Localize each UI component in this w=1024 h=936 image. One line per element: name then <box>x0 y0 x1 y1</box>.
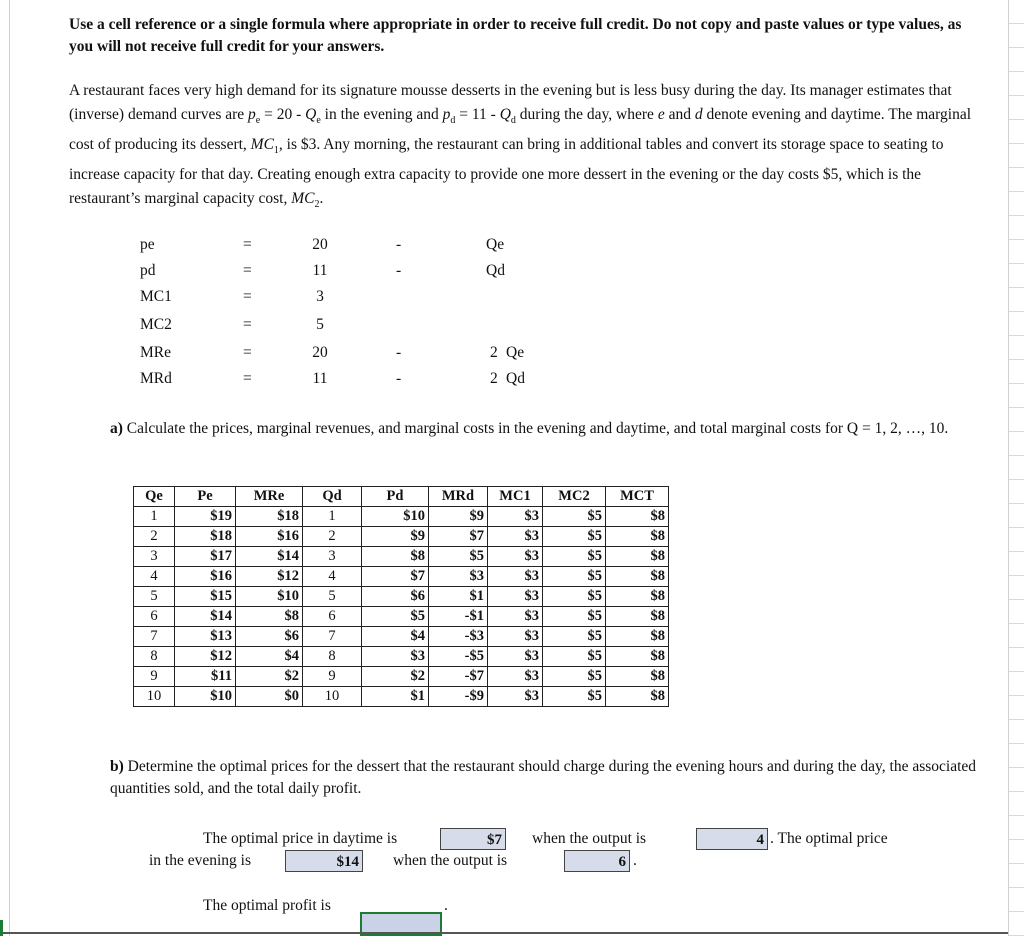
table-cell[interactable]: -$7 <box>429 667 488 687</box>
selection-marker <box>0 920 3 936</box>
sheet-grid-edge <box>1008 0 1024 936</box>
table-cell[interactable]: $16 <box>175 567 236 587</box>
part-b-label: b) <box>110 758 124 775</box>
table-cell[interactable]: $8 <box>606 547 669 567</box>
table-cell[interactable]: $1 <box>362 687 429 707</box>
evening-price-label: in the evening is <box>149 852 252 869</box>
table-row <box>134 647 669 667</box>
param-value[interactable]: 11 <box>312 370 328 387</box>
col-header: MRd <box>429 487 488 507</box>
table-cell[interactable]: 9 <box>134 667 175 687</box>
table-cell[interactable]: $8 <box>362 547 429 567</box>
table-cell[interactable]: 5 <box>134 587 175 607</box>
col-header: Pe <box>175 487 236 507</box>
param-value[interactable]: 3 <box>316 288 324 305</box>
day-price-cell[interactable]: $7 <box>440 828 506 850</box>
table-cell[interactable]: 2 <box>303 527 362 547</box>
profit-label: The optimal profit is <box>203 897 331 914</box>
param-label: pe <box>140 236 155 253</box>
table-cell[interactable]: 7 <box>134 627 175 647</box>
table-cell[interactable]: $3 <box>488 627 543 647</box>
table-cell[interactable]: $10 <box>236 587 303 607</box>
part-a-text: Calculate the prices, marginal revenues, and marginal costs in the evening and daytime, and total marginal costs for Q = 1, 2, …, 10. <box>126 420 949 437</box>
table-row <box>134 627 669 647</box>
param-value[interactable]: 20 <box>312 344 328 361</box>
table-cell[interactable]: 10 <box>134 687 175 707</box>
table-cell[interactable]: $5 <box>429 547 488 567</box>
table-cell[interactable]: 6 <box>303 607 362 627</box>
table-cell[interactable]: $5 <box>543 587 606 607</box>
table-cell[interactable]: $10 <box>362 507 429 527</box>
table-cell[interactable]: $8 <box>606 647 669 667</box>
table-cell[interactable]: -$9 <box>429 687 488 707</box>
param-value[interactable]: 20 <box>312 236 328 253</box>
table-cell[interactable]: $2 <box>236 667 303 687</box>
table-cell[interactable]: $3 <box>488 547 543 567</box>
col-header: MC1 <box>488 487 543 507</box>
table-cell[interactable]: $8 <box>606 667 669 687</box>
table-cell[interactable]: $5 <box>543 567 606 587</box>
table-cell[interactable]: $3 <box>488 587 543 607</box>
day-output-label: when the output is <box>532 830 647 847</box>
table-cell[interactable]: $8 <box>606 587 669 607</box>
table-cell[interactable]: $3 <box>488 567 543 587</box>
evening-output-label: when the output is <box>393 852 508 869</box>
instructions: Use a cell reference or a single formula where appropriate in order to receive full credit. Do not copy and paste values or type values, as you will not receive full credit for your answers. <box>69 16 962 55</box>
table-row <box>134 547 669 567</box>
results-table <box>133 486 669 707</box>
table-cell[interactable]: 6 <box>134 607 175 627</box>
profit-period: . <box>444 897 448 914</box>
table-cell[interactable]: $3 <box>488 647 543 667</box>
table-cell[interactable]: $5 <box>543 667 606 687</box>
table-header-row <box>134 487 669 507</box>
table-cell[interactable]: 1 <box>134 507 175 527</box>
table-cell[interactable]: $7 <box>362 567 429 587</box>
table-cell[interactable]: $3 <box>488 667 543 687</box>
col-header: Qd <box>303 487 362 507</box>
table-cell[interactable]: $15 <box>175 587 236 607</box>
table-cell[interactable]: $6 <box>236 627 303 647</box>
col-header: Qe <box>134 487 175 507</box>
evening-price-cell[interactable]: $14 <box>285 850 363 872</box>
param-label: MRd <box>140 370 172 387</box>
table-cell[interactable]: 9 <box>303 667 362 687</box>
table-cell[interactable]: $3 <box>488 687 543 707</box>
table-cell[interactable]: 1 <box>303 507 362 527</box>
table-cell[interactable]: 3 <box>134 547 175 567</box>
table-cell[interactable]: $7 <box>429 527 488 547</box>
table-row <box>134 667 669 687</box>
day-price-label: The optimal price in daytime is <box>203 830 398 847</box>
col-header: MC2 <box>543 487 606 507</box>
param-label: MRe <box>140 344 171 361</box>
table-cell[interactable]: $8 <box>606 507 669 527</box>
table-cell[interactable]: 8 <box>303 647 362 667</box>
table-cell[interactable]: $5 <box>543 627 606 647</box>
table-cell[interactable]: $3 <box>488 607 543 627</box>
table-cell[interactable]: $10 <box>175 687 236 707</box>
table-cell[interactable]: $3 <box>429 567 488 587</box>
table-cell[interactable]: 4 <box>303 567 362 587</box>
table-row <box>134 587 669 607</box>
period: . <box>633 852 637 869</box>
table-cell[interactable]: $8 <box>606 567 669 587</box>
evening-output-cell[interactable]: 6 <box>564 850 630 872</box>
table-cell[interactable]: -$3 <box>429 627 488 647</box>
table-row <box>134 607 669 627</box>
table-cell[interactable]: 7 <box>303 627 362 647</box>
table-cell[interactable]: $5 <box>543 507 606 527</box>
part-b <box>110 756 990 800</box>
table-cell[interactable]: 4 <box>134 567 175 587</box>
param-value[interactable]: 11 <box>312 262 328 279</box>
problem-statement: A restaurant faces very high demand for its signature mousse desserts in the evening but is less busy during the day. Its manager estimates that (inverse) demand curves are $p_e = 20 - Q_e$ in the evening and $p_d = 11 - Q_d$ during the day, where e and d denote evening and daytime. The marginal cost of producing its dessert, $MC_1$, is $3. Any morning, the restaurant can bring in additional tables and convert its storage space to seating to increase capacity for that day. Creating enough extra capacity to provide one more dessert in the evening or the day costs $5, which is the restaurant’s marginal capacity cost, $MC_2$. <box>69 82 972 211</box>
table-row <box>134 507 669 527</box>
table-cell[interactable]: $17 <box>175 547 236 567</box>
table-row <box>134 527 669 547</box>
part-b-text: Determine the optimal prices for the dessert that the restaurant should charge during the evening hours and during the day, the associated quantities sold, and the total daily profit. <box>110 758 977 797</box>
table-cell[interactable]: $18 <box>236 507 303 527</box>
table-cell[interactable]: $5 <box>362 607 429 627</box>
table-cell[interactable]: $0 <box>236 687 303 707</box>
table-cell[interactable]: 8 <box>134 647 175 667</box>
table-cell[interactable]: $4 <box>236 647 303 667</box>
table-cell[interactable]: $6 <box>362 587 429 607</box>
row-header-strip <box>0 0 10 936</box>
table-cell[interactable]: $3 <box>362 647 429 667</box>
part-a-label: a) <box>110 420 123 437</box>
param-label: MC2 <box>140 316 172 333</box>
table-cell[interactable]: $14 <box>236 547 303 567</box>
table-cell[interactable]: 5 <box>303 587 362 607</box>
col-header: MRe <box>236 487 303 507</box>
table-cell[interactable]: $5 <box>543 547 606 567</box>
table-cell[interactable]: $5 <box>543 607 606 627</box>
param-value[interactable]: 5 <box>316 316 324 333</box>
table-cell[interactable]: $14 <box>175 607 236 627</box>
table-cell[interactable]: $3 <box>488 527 543 547</box>
table-row <box>134 567 669 587</box>
evening-lead-text: . The optimal price <box>770 830 888 847</box>
table-cell[interactable]: $8 <box>606 627 669 647</box>
table-cell[interactable]: -$5 <box>429 647 488 667</box>
table-row <box>134 687 669 707</box>
param-label: pd <box>140 262 156 279</box>
table-cell[interactable]: $12 <box>175 647 236 667</box>
table-cell[interactable]: $13 <box>175 627 236 647</box>
table-cell[interactable]: $11 <box>175 667 236 687</box>
table-cell[interactable]: $18 <box>175 527 236 547</box>
day-output-cell[interactable]: 4 <box>696 828 768 850</box>
table-cell[interactable]: 3 <box>303 547 362 567</box>
col-header: Pd <box>362 487 429 507</box>
table-cell[interactable]: $8 <box>606 607 669 627</box>
table-cell[interactable]: $5 <box>543 687 606 707</box>
table-cell[interactable]: $3 <box>488 507 543 527</box>
table-cell[interactable]: $12 <box>236 567 303 587</box>
param-label: MC1 <box>140 288 172 305</box>
table-cell[interactable]: $9 <box>429 507 488 527</box>
table-cell[interactable]: -$1 <box>429 607 488 627</box>
table-cell[interactable]: $4 <box>362 627 429 647</box>
col-header: MCT <box>606 487 669 507</box>
table-cell[interactable]: $16 <box>236 527 303 547</box>
table-cell[interactable]: $8 <box>606 527 669 547</box>
table-cell[interactable]: 2 <box>134 527 175 547</box>
sheet-bottom-border <box>0 932 1008 934</box>
table-cell[interactable]: $19 <box>175 507 236 527</box>
table-cell[interactable]: $8 <box>606 687 669 707</box>
part-a <box>110 418 980 440</box>
table-cell[interactable]: 10 <box>303 687 362 707</box>
table-cell[interactable]: $5 <box>543 527 606 547</box>
table-cell[interactable]: $9 <box>362 527 429 547</box>
table-cell[interactable]: $8 <box>236 607 303 627</box>
table-cell[interactable]: $1 <box>429 587 488 607</box>
table-cell[interactable]: $5 <box>543 647 606 667</box>
table-cell[interactable]: $2 <box>362 667 429 687</box>
